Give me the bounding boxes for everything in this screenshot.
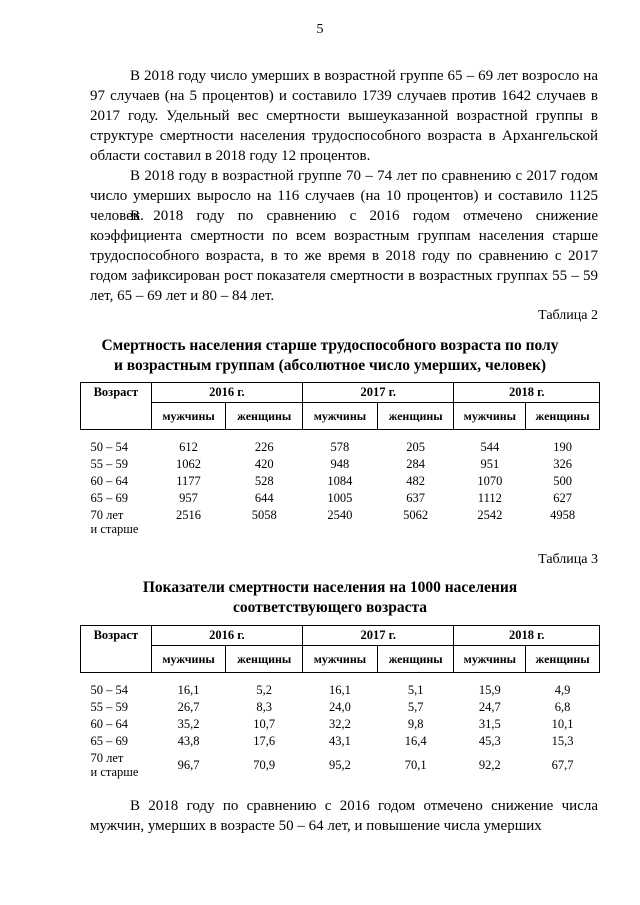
value-cell: 1084 [327, 474, 353, 488]
age-cell-line-2: и старше [90, 522, 139, 536]
value-cell: 1005 [327, 491, 353, 505]
age-cell: 50 – 54 [90, 440, 128, 454]
value-cell: 5,7 [407, 700, 424, 714]
value-cell: 95,2 [328, 758, 351, 772]
value-cell: 8,3 [256, 700, 273, 714]
value-cell: 92,2 [478, 758, 501, 772]
table-row [81, 683, 600, 700]
age-cell: 55 – 59 [90, 700, 128, 714]
value-cell: 612 [179, 440, 198, 454]
value-cell: 5062 [403, 508, 429, 522]
value-cell: 627 [553, 491, 572, 505]
value-cell: 644 [254, 491, 274, 505]
table-3-title [60, 578, 600, 618]
female-header: женщины [377, 646, 454, 673]
value-cell: 5,1 [407, 683, 424, 697]
value-cell: 5058 [251, 508, 277, 522]
paragraph-2: В 2018 году в возрастной группе 70 – 74 лет по сравнению с 2017 годом число умерших выросло на 116 случаев (на 10 процентов) и составило 1125 человек. [90, 168, 598, 224]
page-number: 5 [316, 22, 324, 37]
value-cell: 16,4 [404, 734, 427, 748]
value-cell: 2516 [176, 508, 202, 522]
value-cell: 10,1 [551, 717, 574, 731]
year-header: 2018 г. [454, 626, 600, 646]
value-cell: 951 [480, 457, 500, 471]
value-cell: 43,1 [328, 734, 351, 748]
paragraph-4: В 2018 году по сравнению с 2016 годом отмечено снижение числа мужчин, умерших в возрасте 50 – 64 лет, и повышение числа умерших [90, 798, 598, 834]
value-cell: 482 [406, 474, 425, 488]
value-cell: 5,2 [256, 683, 273, 697]
value-cell: 45,3 [478, 734, 501, 748]
value-cell: 544 [480, 440, 500, 454]
table-row [81, 717, 600, 734]
year-header: 2017 г. [303, 383, 454, 403]
table-2-label: Таблица 2 [538, 308, 598, 323]
age-cell: 60 – 64 [90, 717, 128, 731]
table-row [81, 508, 600, 536]
value-cell: 17,6 [253, 734, 276, 748]
table-row [81, 491, 600, 508]
value-cell: 70,1 [404, 758, 427, 772]
value-cell: 4958 [550, 508, 576, 522]
year-header: 2018 г. [454, 383, 600, 403]
male-header: мужчины [303, 403, 378, 430]
value-cell: 578 [330, 440, 350, 454]
value-cell: 43,8 [177, 734, 200, 748]
value-cell: 9,8 [407, 717, 424, 731]
value-cell: 637 [406, 491, 425, 505]
year-header: 2016 г. [151, 383, 302, 403]
female-header: женщины [526, 403, 600, 430]
value-cell: 15,9 [478, 683, 501, 697]
age-cell-line-1: 70 лет [90, 751, 124, 765]
value-cell: 420 [254, 457, 274, 471]
age-cell-line-1: 70 лет [90, 508, 124, 522]
female-header: женщины [226, 403, 303, 430]
value-cell: 190 [553, 440, 572, 454]
value-cell: 31,5 [478, 717, 501, 731]
male-header: мужчины [454, 646, 526, 673]
table-3-title-line-1: Показатели смертности населения на 1000 населения [142, 579, 518, 596]
table-row [81, 734, 600, 751]
female-header: женщины [526, 646, 600, 673]
table-2-title-line-1: Смертность населения старше трудоспособного возраста по полу [101, 337, 559, 354]
value-cell: 96,7 [177, 758, 200, 772]
value-cell: 70,9 [253, 758, 276, 772]
value-cell: 67,7 [551, 758, 574, 772]
value-cell: 24,0 [328, 700, 351, 714]
value-cell: 948 [330, 457, 350, 471]
value-cell: 1070 [477, 474, 503, 488]
value-cell: 32,2 [328, 717, 351, 731]
table-2 [80, 382, 600, 536]
table-3 [80, 625, 600, 779]
age-cell: 60 – 64 [90, 474, 128, 488]
value-cell: 284 [406, 457, 425, 471]
table-3-title-line-2: соответствующего возраста [232, 599, 428, 616]
age-cell [81, 751, 152, 779]
table-row [81, 440, 600, 457]
age-cell: 65 – 69 [90, 491, 128, 505]
paragraph-1: В 2018 году число умерших в возрастной группе 65 – 69 лет возросло на 97 случаев (на 5 процентов) и составило 1739 случаев против 1642 случаев в 2017 году. Удельный вес смертности вышеуказанной возрастной группы в структуре смертности населения трудоспособного возраста в Архангельской области составил в 2018 году 12 процентов. [90, 68, 598, 164]
value-cell: 35,2 [177, 717, 200, 731]
value-cell: 16,1 [328, 683, 351, 697]
value-cell: 2540 [327, 508, 353, 522]
value-cell: 957 [179, 491, 198, 505]
value-cell: 2542 [477, 508, 503, 522]
value-cell: 10,7 [253, 717, 276, 731]
age-cell-line-2: и старше [90, 765, 139, 779]
value-cell: 15,3 [551, 734, 574, 748]
value-cell: 26,7 [177, 700, 200, 714]
value-cell: 6,8 [554, 700, 571, 714]
female-header: женщины [226, 646, 303, 673]
age-cell: 55 – 59 [90, 457, 128, 471]
table-row [81, 457, 600, 474]
value-cell: 326 [553, 457, 572, 471]
year-header: 2017 г. [303, 626, 454, 646]
value-cell: 500 [553, 474, 572, 488]
age-header: Возраст [81, 626, 152, 673]
age-cell [81, 508, 152, 536]
year-header: 2016 г. [151, 626, 302, 646]
table-3-label: Таблица 3 [538, 552, 598, 567]
paragraph-3: В 2018 году по сравнению с 2016 годом отмечено снижение коэффициента смертности по всем возрастным группам населения старше трудоспособного возраста, в то же время в 2018 году по сравнению с 2017 годом зафиксирован рост показателя смертности в возрастных группах 55 – 59 лет, 65 – 69 лет и 80 – 84 лет. [90, 208, 598, 304]
value-cell: 226 [254, 440, 274, 454]
age-header: Возраст [81, 383, 152, 430]
value-cell: 528 [254, 474, 274, 488]
value-cell: 24,7 [478, 700, 501, 714]
male-header: мужчины [151, 403, 226, 430]
female-header: женщины [377, 403, 454, 430]
male-header: мужчины [454, 403, 526, 430]
value-cell: 1062 [176, 457, 202, 471]
male-header: мужчины [303, 646, 378, 673]
age-cell: 65 – 69 [90, 734, 128, 748]
table-row [81, 751, 600, 779]
value-cell: 4,9 [554, 683, 571, 697]
table-row [81, 700, 600, 717]
table-2-title-line-2: и возрастным группам (абсолютное число умерших, человек) [113, 357, 547, 374]
value-cell: 205 [406, 440, 425, 454]
value-cell: 16,1 [177, 683, 200, 697]
table-2-title [60, 336, 600, 376]
value-cell: 1112 [477, 491, 502, 505]
male-header: мужчины [151, 646, 226, 673]
age-cell: 50 – 54 [90, 683, 128, 697]
value-cell: 1177 [176, 474, 201, 488]
table-row [81, 474, 600, 491]
